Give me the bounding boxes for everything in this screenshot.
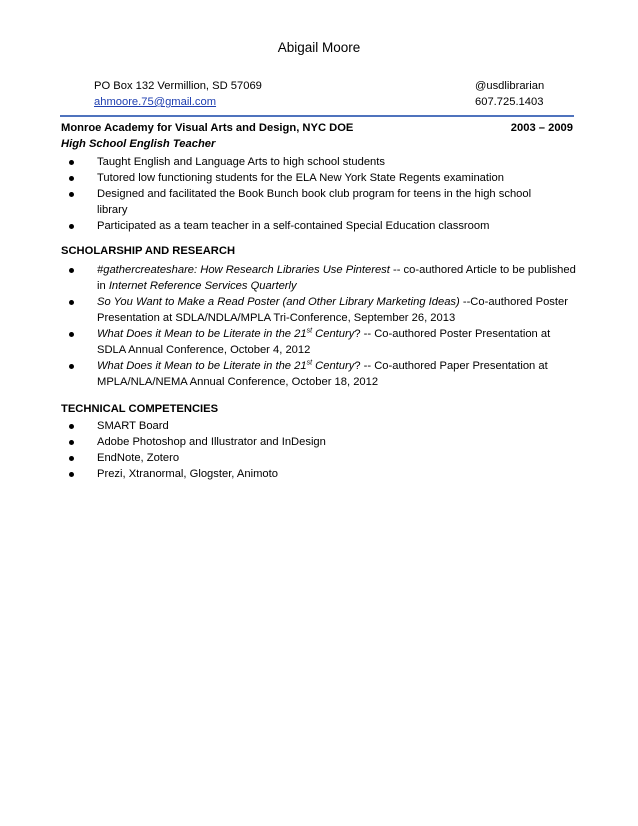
header-divider bbox=[60, 115, 574, 117]
publication-title: What Does it Mean to be Literate in the 21st Century bbox=[97, 327, 355, 340]
bullet-icon bbox=[69, 300, 74, 305]
list-item: Prezi, Xtranormal, Glogster, Animoto bbox=[61, 466, 561, 482]
list-item: Designed and facilitated the Book Bunch book club program for teens in the high school library bbox=[61, 186, 561, 218]
list-item: Adobe Photoshop and Illustrator and InDesign bbox=[61, 434, 561, 450]
bullet-icon bbox=[69, 268, 74, 273]
list-item: EndNote, Zotero bbox=[61, 450, 561, 466]
bullet-icon bbox=[69, 440, 74, 445]
list-item: What Does it Mean to be Literate in the 21st Century? -- Co-authored Poster Presentation at SDLA Annual Conference, October 4, 2012 bbox=[61, 326, 581, 358]
bullet-icon bbox=[69, 192, 74, 197]
scholarship-list bbox=[61, 262, 581, 390]
applicant-name: Abigail Moore bbox=[277, 40, 361, 55]
employer-name: Monroe Academy for Visual Arts and Design, NYC DOE bbox=[61, 122, 354, 134]
bullet-icon bbox=[69, 364, 74, 369]
list-item: Tutored low functioning students for the ELA New York State Regents examination bbox=[61, 170, 561, 186]
scholarship-heading: SCHOLARSHIP AND RESEARCH bbox=[61, 245, 236, 257]
job-title: High School English Teacher bbox=[61, 138, 216, 150]
bullet-icon bbox=[69, 472, 74, 477]
list-item: What Does it Mean to be Literate in the 21st Century? -- Co-authored Paper Presentation at MPLA/NLA/NEMA Annual Conference, October 18, 2012 bbox=[61, 358, 581, 390]
bullet-icon bbox=[69, 160, 74, 165]
contact-right bbox=[475, 78, 544, 110]
bullet-icon bbox=[69, 224, 74, 229]
list-item: #gathercreateshare: How Research Libraries Use Pinterest -- co-authored Article to be published in Internet Reference Services Quarterly bbox=[61, 262, 581, 294]
list-item: So You Want to Make a Read Poster (and Other Library Marketing Ideas) --Co-authored Poster Presentation at SDLA/NDLA/MPLA Tri-Conference, September 26, 2013 bbox=[61, 294, 581, 326]
bullet-icon bbox=[69, 424, 74, 429]
technical-heading: TECHNICAL COMPETENCIES bbox=[61, 403, 219, 415]
bullet-icon bbox=[69, 176, 74, 181]
bullet-icon bbox=[69, 456, 74, 461]
publication-title: What Does it Mean to be Literate in the 21st Century bbox=[97, 359, 355, 372]
publication-title: #gathercreateshare: How Research Libraries Use Pinterest bbox=[97, 264, 390, 276]
journal-name: Internet Reference Services Quarterly bbox=[108, 280, 297, 292]
bullet-icon bbox=[69, 332, 74, 337]
postal-address: PO Box 132 Vermillion, SD 57069 bbox=[94, 80, 262, 92]
job-duties-list bbox=[61, 154, 561, 234]
employment-dates: 2003 – 2009 bbox=[510, 122, 573, 134]
employment-header bbox=[61, 122, 573, 134]
twitter-handle: @usdlibrarian bbox=[475, 80, 545, 92]
publication-title: So You Want to Make a Read Poster (and Other Library Marketing Ideas) bbox=[97, 296, 460, 308]
contact-left bbox=[94, 78, 262, 110]
list-item: Participated as a team teacher in a self-contained Special Education classroom bbox=[61, 218, 561, 234]
list-item: SMART Board bbox=[61, 418, 561, 434]
list-item: Taught English and Language Arts to high school students bbox=[61, 154, 561, 170]
email-link[interactable]: ahmoore.75@gmail.com bbox=[94, 96, 217, 108]
technical-list bbox=[61, 418, 561, 482]
phone-number: 607.725.1403 bbox=[475, 96, 544, 108]
